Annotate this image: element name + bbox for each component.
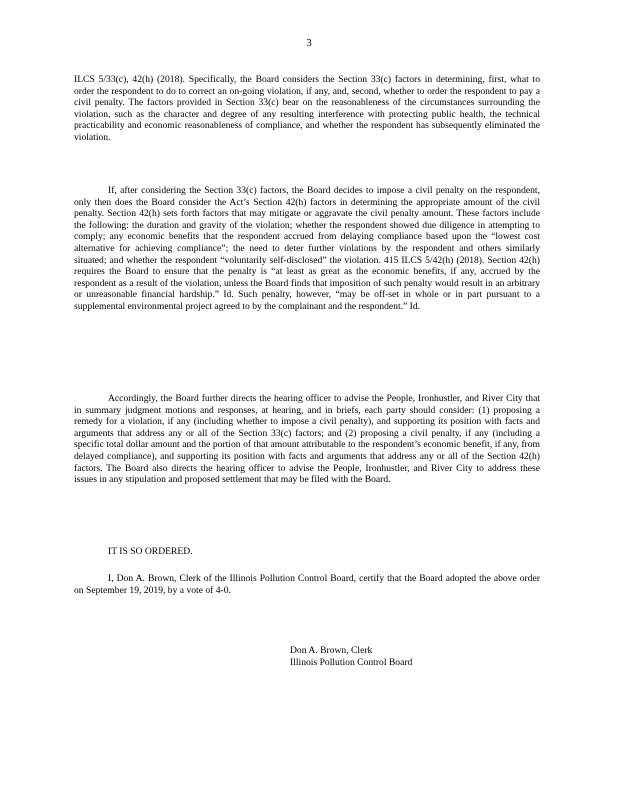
signature-block xyxy=(290,645,412,668)
clerk-certification: I, Don A. Brown, Clerk of the Illinois Pollution Control Board, certify that the Board adopted the above order on September 19, 2019, by a vote of 4-0. xyxy=(74,573,540,596)
order-statement: IT IS SO ORDERED. xyxy=(108,546,193,557)
page-number: 3 xyxy=(306,37,312,49)
paragraph-civil-penalty: If, after considering the Section 33(c) factors, the Board decides to impose a civil penalty on the respondent, only then does the Board consider the Act’s Section 42(h) factors in determining the appropriate amount of the civil penalty. Section 42(h) sets forth factors that may mitigate or aggravate the civil penalty amount. These factors include the following: the duration and gravity of the violation; whether the respondent showed due diligence in attempting to comply; any economic benefits that the respondent accrued from delaying compliance based upon the “lowest cost alternative for achieving compliance”; the need to deter further violations by the respondent and others similarly situated; and whether the respondent “voluntarily self-disclosed” the violation. 415 ILCS 5/42(h) (2018). Section 42(h) requires the Board to ensure that the penalty is “at least as great as the economic benefits, if any, accrued by the respondent as a result of the violation, unless the Board finds that imposition of such penalty would result in an arbitrary or unreasonable financial hardship.” Id. Such penalty, however, “may be off-set in whole or in part pursuant to a supplemental environmental project agreed to by the complainant and the respondent.” Id. xyxy=(74,185,540,312)
paragraph-statutory-factors: ILCS 5/33(c), 42(h) (2018). Specifically, the Board considers the Section 33(c) factors in determining, first, what to order the respondent to do to correct an on-going violation, if any, and, second, whether to order the respondent to pay a civil penalty. The factors provided in Section 33(c) bear on the reasonableness of the circumstances surrounding the violation, such as the character and degree of any resulting interference with protecting public health, the technical practicability and economic reasonableness of compliance, and whether the respondent has subsequently eliminated the violation. xyxy=(74,74,540,143)
paragraph-hearing-directions: Accordingly, the Board further directs the hearing officer to advise the People, Ironhustler, and River City that in summary judgment motions and responses, at hearing, and in briefs, each party should consider: (1) proposing a remedy for a violation, if any (including whether to impose a civil penalty), and supporting its position with facts and arguments that address any or all of the Section 33(c) factors; and (2) proposing a civil penalty, if any (including a specific total dollar amount and the portion of that amount attributable to the respondent’s economic benefit, if any, from delayed compliance), and supporting its position with facts and arguments that address any or all of the Section 42(h) factors. The Board also directs the hearing officer to advise the People, Ironhustler, and River City to address these issues in any stipulation and proposed settlement that may be filed with the Board. xyxy=(74,393,540,486)
signature-organization: Illinois Pollution Control Board xyxy=(290,656,413,668)
signature-name: Don A. Brown, Clerk xyxy=(290,645,373,656)
